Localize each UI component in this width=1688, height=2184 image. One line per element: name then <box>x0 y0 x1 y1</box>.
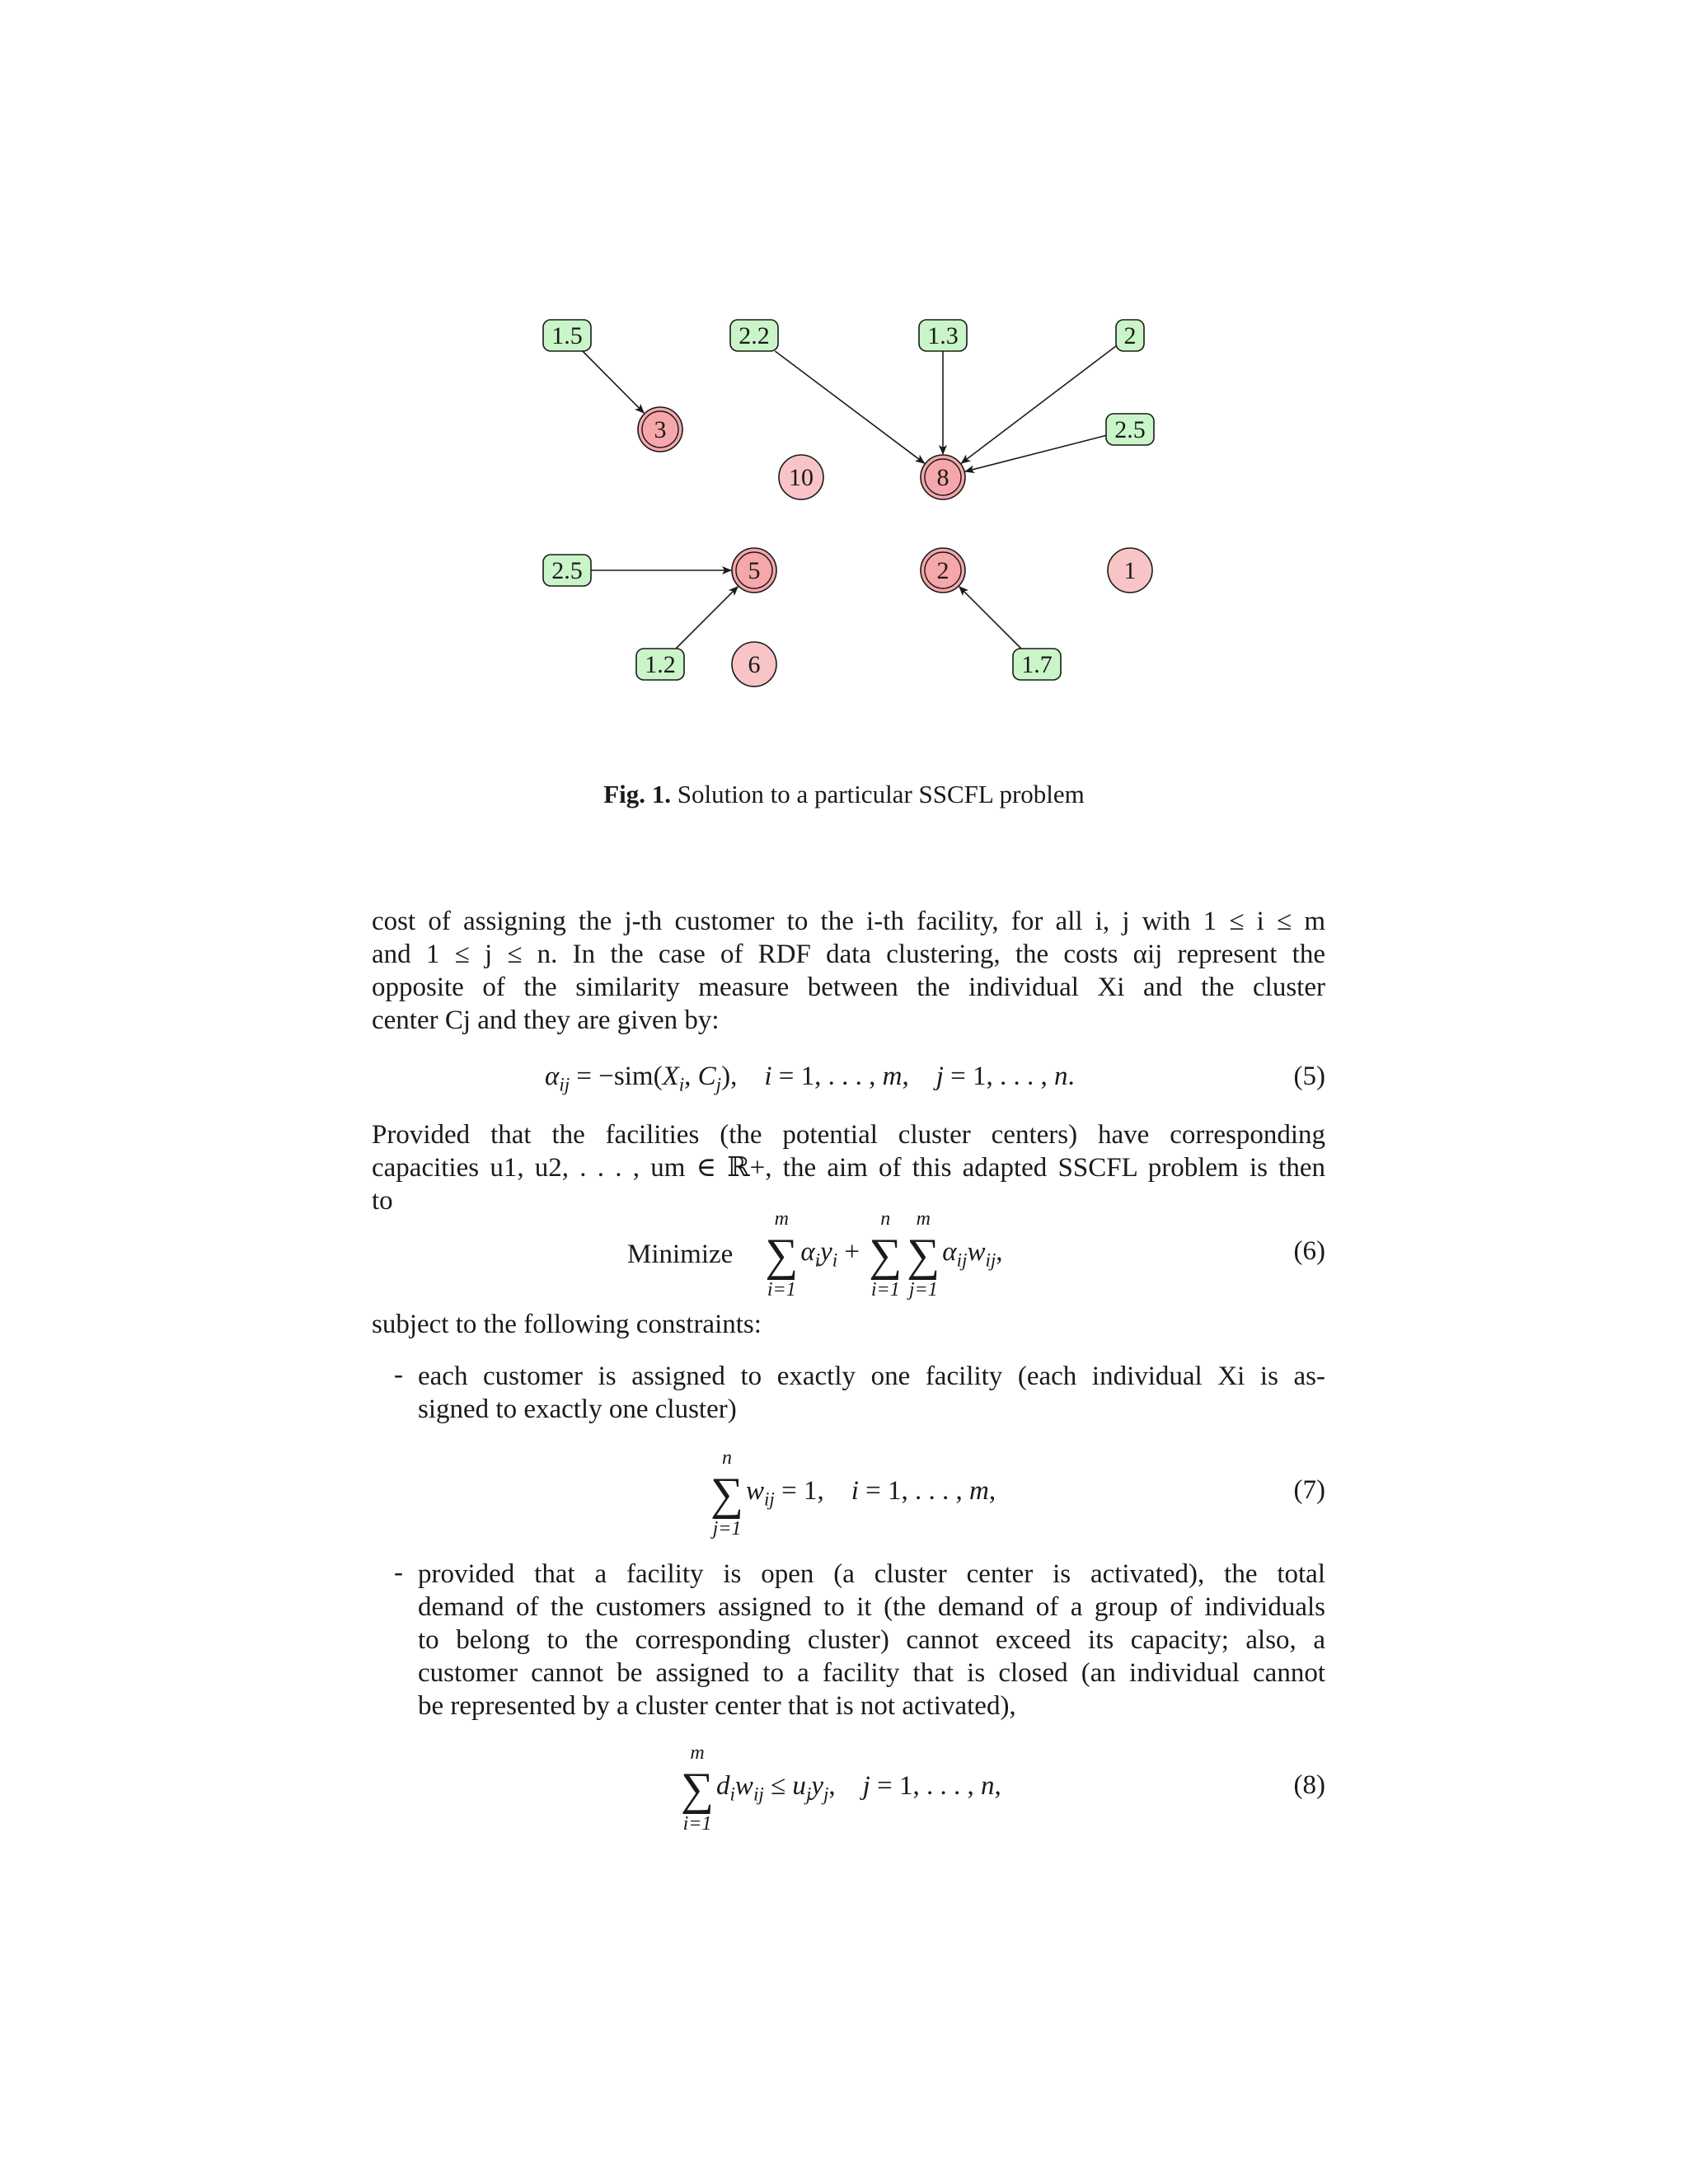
customer-demand-label: 1.5 <box>551 322 583 349</box>
bullet-dash: - <box>394 1360 403 1390</box>
customer-node <box>543 320 591 351</box>
open-facility-node <box>732 548 776 593</box>
open-facility-node <box>638 407 682 452</box>
equation-number: (5) <box>1293 1062 1325 1091</box>
customer-demand-label: 2 <box>1123 322 1137 349</box>
equation-7 <box>372 1444 1325 1543</box>
equation-number: (7) <box>1293 1475 1325 1505</box>
ssc-fl-solution-figure <box>0 0 1688 742</box>
paragraph-line: opposite of the similarity measure between the individual Xi and the cluster <box>372 972 1325 1002</box>
equation-8-body: m ∑ i=1 $d_iw_{ij} \le u_jy_j$, j = 1, . . . , n, <box>681 1742 1001 1835</box>
facility-cost-label: 3 <box>654 416 667 443</box>
paragraph-line: center Cj and they are given by: <box>372 1005 720 1035</box>
customer-demand-label: 1.2 <box>645 651 676 678</box>
bullet-line: each customer is assigned to exactly one facility (each individual Xi is as- <box>418 1361 1325 1391</box>
bullet-assignment-constraint <box>418 1360 1325 1426</box>
paragraph-line: cost of assigning the j-th customer to the i-th facility, for all i, j with 1 ≤ i ≤ m <box>372 907 1325 936</box>
equation-number: (6) <box>1293 1236 1325 1266</box>
paragraph-line: Provided that the facilities (the potential cluster centers) have corresponding <box>372 1120 1325 1150</box>
bullet-dash: - <box>394 1558 403 1587</box>
equation-number: (8) <box>1293 1770 1325 1800</box>
caption-label: Fig. 1. <box>603 780 672 808</box>
equation-5 <box>372 1062 1325 1111</box>
assignment-arrow <box>676 587 738 649</box>
equation-8 <box>372 1739 1325 1838</box>
customer-node <box>730 320 778 351</box>
equation-7-body: n ∑ j=1 $w_{ij} = 1$, i = 1, . . . , m, <box>710 1447 996 1540</box>
customer-demand-label: 1.7 <box>1021 651 1053 678</box>
open-facility-node <box>921 455 965 499</box>
customer-node <box>636 649 684 680</box>
assignment-arrow <box>583 351 644 413</box>
customer-demand-label: 1.3 <box>927 322 959 349</box>
facility-cost-label: 2 <box>936 557 950 584</box>
subject-to-line: subject to the following constraints: <box>372 1310 762 1339</box>
figure-caption <box>0 780 1688 809</box>
paragraph-line: and 1 ≤ j ≤ n. In the case of RDF data clustering, the costs αij represent the <box>372 940 1325 969</box>
customer-node <box>919 320 967 351</box>
customer-demand-label: 2.2 <box>738 322 770 349</box>
closed-facility-node <box>779 455 823 499</box>
paragraph-cost-definition <box>372 905 1325 1037</box>
caption-text: Solution to a particular SSCFL problem <box>677 780 1085 808</box>
customer-node <box>1116 320 1144 351</box>
customer-demand-label: 2.5 <box>551 557 583 584</box>
closed-facility-node <box>1108 548 1152 593</box>
facility-cost-label: 1 <box>1123 557 1137 584</box>
assignment-arrow <box>959 587 1021 649</box>
bullet-line: demand of the customers assigned to it (the demand of a group of individuals <box>418 1592 1325 1622</box>
bullet-line: to belong to the corresponding cluster) cannot exceed its capacity; also, a <box>418 1625 1325 1655</box>
customer-node <box>1013 649 1061 680</box>
facility-cost-label: 6 <box>748 651 761 678</box>
customer-node <box>543 555 591 586</box>
equation-6 <box>372 1205 1325 1304</box>
assignment-arrow <box>961 346 1116 463</box>
open-facility-node <box>921 548 965 593</box>
closed-facility-node <box>732 642 776 687</box>
bullet-line: signed to exactly one cluster) <box>418 1394 737 1424</box>
paragraph-line: capacities u1, u2, . . . , um ∈ ℝ+, the aim of this adapted SSCFL problem is then <box>372 1153 1325 1183</box>
equation-5-body: $\alpha_{ij} = -sim(X_i$, $C_j$), i = 1, . . . , m, j = 1, . . . , n. <box>545 1062 1075 1095</box>
bullet-capacity-constraint <box>418 1558 1325 1722</box>
assignment-arrow <box>965 435 1106 471</box>
minimize-label: Minimize <box>627 1239 734 1269</box>
facility-cost-label: 8 <box>936 464 950 491</box>
customer-node <box>1106 414 1154 445</box>
facility-cost-label: 10 <box>789 464 814 491</box>
equation-6-body: Minimize m ∑ i=1 $\alpha_iy_i$ + n ∑ i=1 m ∑ j=1 $\alpha_{ij}w_{ij}$, <box>627 1208 1003 1301</box>
paragraph-line: to <box>372 1186 393 1216</box>
assignment-arrow <box>775 351 924 463</box>
facility-cost-label: 5 <box>748 557 761 584</box>
bullet-line: customer cannot be assigned to a facility that is closed (an individual cannot <box>418 1658 1325 1688</box>
bullet-line: provided that a facility is open (a cluster center is activated), the total <box>418 1559 1325 1589</box>
bullet-line: be represented by a cluster center that is not activated), <box>418 1691 1016 1721</box>
paragraph-capacities <box>372 1118 1325 1217</box>
customer-demand-label: 2.5 <box>1114 416 1146 443</box>
